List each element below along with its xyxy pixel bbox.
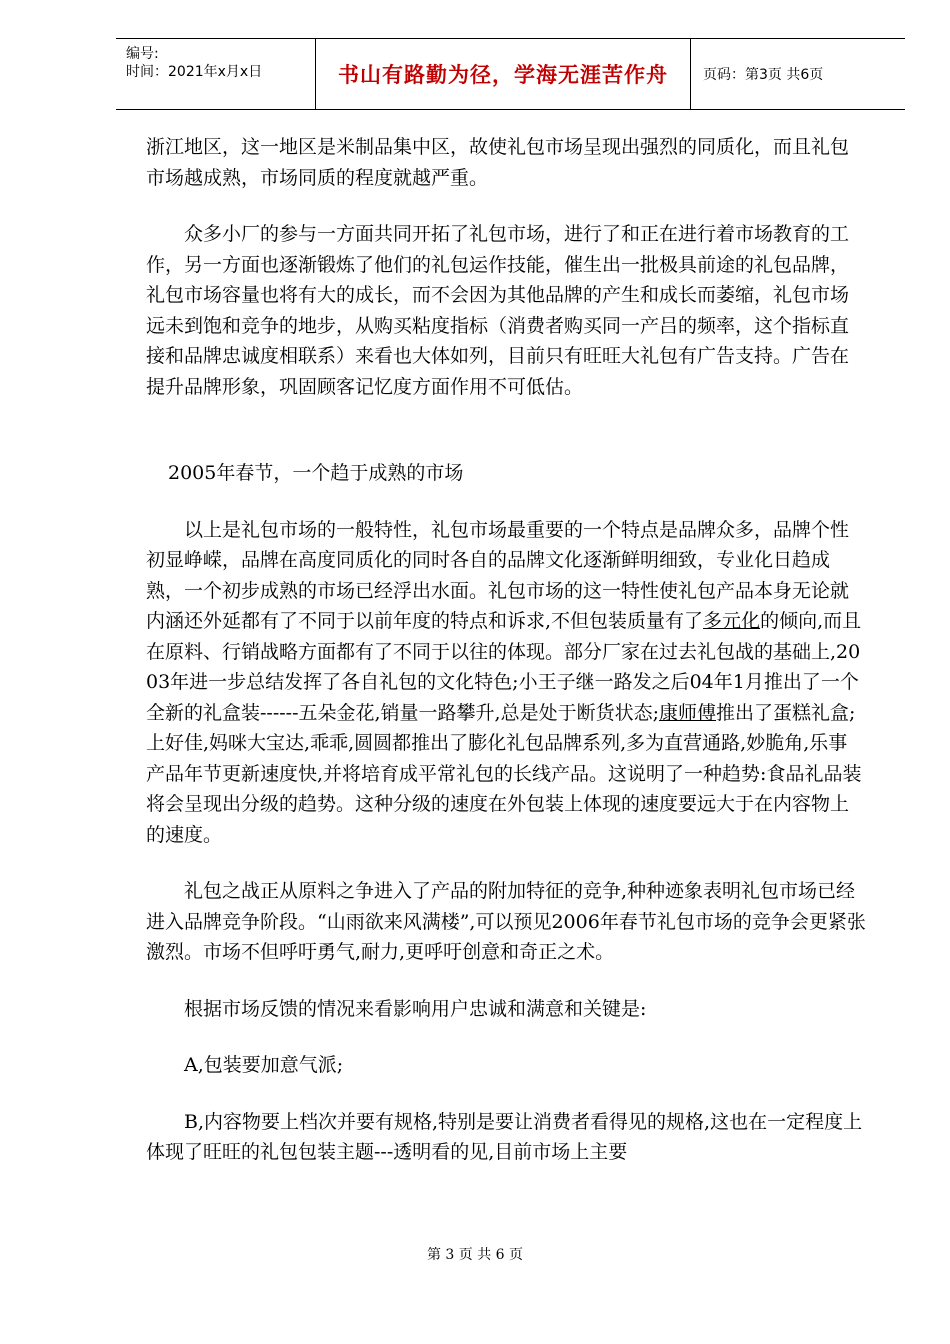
link-master-kong[interactable]: 康师傅 xyxy=(659,701,717,724)
document-number-label: 编号: xyxy=(126,46,159,62)
page-header xyxy=(116,38,905,110)
paragraph-text-part: 的倾向,而且在原料、行销战略方面都有了不同于以往的体现。部分厂家在过去礼包战的基础上,2003年进一步总结发挥了各自礼包的文化特色;小王子继一路发之后04年1月推出了一个全新的礼盒装------五朵金花,销量一路攀升,总是处于断货状态; xyxy=(146,610,862,724)
header-page-info: 页码：第3页 共6页 xyxy=(703,67,824,83)
section-heading: 2005年春节，一个趋于成熟的市场 xyxy=(168,462,464,484)
paragraph-continuation: 浙江地区，这一地区是米制品集中区，故使礼包市场呈现出强烈的同质化，而且礼包市场越成熟，市场同质的程度就越严重。 xyxy=(146,136,850,189)
paragraph-key-factors-intro: 根据市场反馈的情况来看影响用户忠诚和满意和关键是: xyxy=(184,997,647,1020)
page-footer: 第 3 页 共 6 页 xyxy=(426,1247,524,1263)
paragraph-text-part: 推出了蛋糕礼盒;上好佳,妈咪大宝达,乖乖,圆圆都推出了膨化礼包品牌系列,多为直营通路,妙脆角,乐事产品年节更新速度快,并将培育成平常礼包的长线产品。这说明了一种趋势:食品礼品装将会呈现出分级的趋势。这种分级的速度在外包装上体现的速度要远大于在内容物上的速度。 xyxy=(146,701,862,846)
header-motto-cell xyxy=(316,39,691,109)
document-time-label: 时间：2021年x月x日 xyxy=(126,64,263,80)
paragraph-small-factories: 众多小厂的参与一方面共同开拓了礼包市场，进行了和正在进行着市场教育的工作，另一方面也逐渐锻炼了他们的礼包运作技能，催生出一批极具前途的礼包品牌，礼包市场容量也将有大的成长，而不会因为其他品牌的产生和成长而萎缩，礼包市场远未到饱和竞争的地步，从购买粘度指标（消费者购买同一产吕的频率，这个指标直接和品牌忠诚度相联系）来看也大体如列，目前只有旺旺大礼包有广告支持。广告在提升品牌形象，巩固顾客记忆度方面作用不可低估。 xyxy=(146,223,850,398)
paragraph-text-part: 以上是礼包市场的一般特性，礼包市场最重要的一个特点是品牌众多，品牌个性初显峥嵘，品牌在高度同质化的同时各自的品牌文化逐渐鲜明细致，专业化日趋成熟，一个初步成熟的市场已经浮出水面。礼包市场的这一特性使礼包产品本身无论就内涵还外延都有了不同于以前年度的特点和诉求,不但包装质量有了 xyxy=(146,518,850,632)
link-diversification[interactable]: 多元化 xyxy=(703,610,761,632)
list-item-b: B,内容物要上档次并要有规格,特别是要让消费者看得见的规格,这也在一定程度上体现了旺旺的礼包包装主题---透明看的见,目前市场上主要 xyxy=(146,1110,863,1163)
header-page-cell xyxy=(691,39,905,109)
paragraph-market-characteristics xyxy=(146,515,866,851)
header-meta-cell xyxy=(116,39,316,109)
list-item-a: A,包装要加意气派; xyxy=(184,1054,344,1076)
paragraph-brand-competition: 礼包之战正从原料之争进入了产品的附加特征的竞争,种种迹象表明礼包市场已经进入品牌竞争阶段。“山雨欲来风满楼”,可以预见2006年春节礼包市场的竞争会更紧张激烈。市场不但呼吁勇气,耐力,更呼吁创意和奇正之术。 xyxy=(146,880,866,963)
document-body xyxy=(146,132,866,1168)
header-motto: 书山有路勤为径，学海无涯苦作舟 xyxy=(338,63,668,87)
